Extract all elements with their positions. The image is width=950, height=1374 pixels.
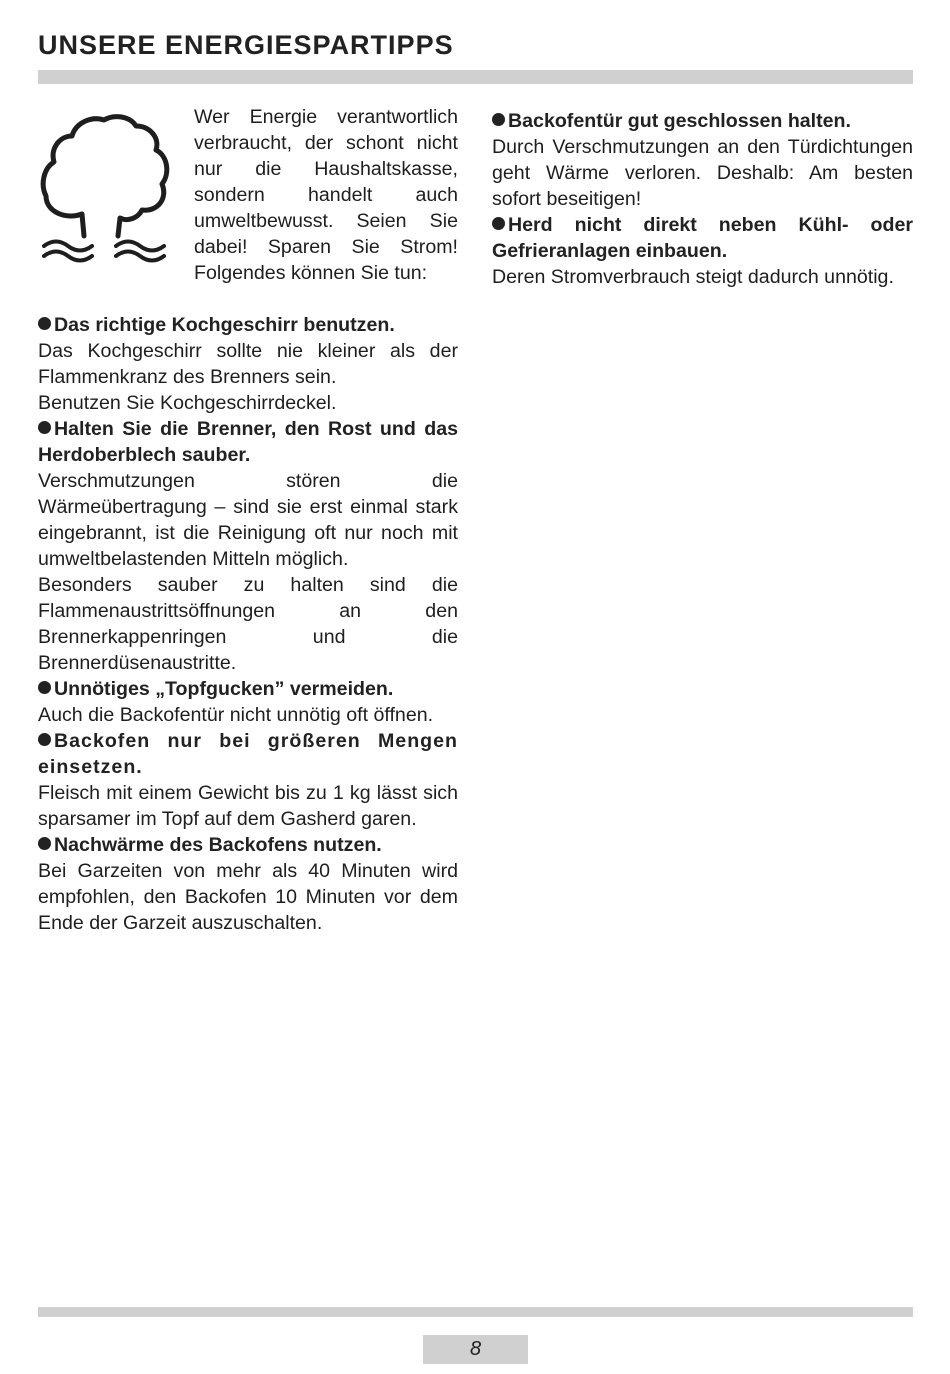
tip-text: Deren Stromverbrauch steigt dadurch unnötig. bbox=[492, 266, 894, 288]
tips-right-column bbox=[492, 108, 913, 290]
tip-item bbox=[38, 832, 458, 936]
intro-text: Wer Energie verantwortlich verbraucht, der schont nicht nur die Haushaltskasse, sondern handelt auch umweltbewusst. Seien Sie dabei! Sparen Sie Strom! Folgendes können Sie tun: bbox=[194, 106, 458, 284]
tip-text: Durch Verschmutzungen an den Türdichtungen geht Wärme verloren. Deshalb: Am besten sofort beseitigen! bbox=[492, 136, 913, 210]
tip-heading: Herd nicht direkt neben Kühl- oder Gefrieranlagen einbauen. bbox=[492, 214, 913, 262]
tip-text: Auch die Backofentür nicht unnötig oft öffnen. bbox=[38, 704, 434, 726]
tip-item bbox=[38, 416, 458, 676]
tip-heading: Nachwärme des Backofens nutzen. bbox=[54, 834, 382, 856]
bullet-icon bbox=[492, 113, 505, 126]
header-rule bbox=[38, 70, 913, 84]
tip-item bbox=[38, 312, 458, 416]
tip-text: Besonders sauber zu halten sind die Flammenaustrittsöffnungen an den Brennerkappenringen und die Brennerdüsenaustritte. bbox=[38, 574, 458, 674]
bullet-icon bbox=[38, 681, 51, 694]
tip-item bbox=[38, 728, 458, 832]
tip-text: Fleisch mit einem Gewicht bis zu 1 kg lässt sich sparsamer im Topf auf dem Gasherd garen. bbox=[38, 782, 458, 830]
tip-heading: Backofen nur bei größeren Mengen einsetzen. bbox=[38, 730, 458, 778]
bullet-icon bbox=[492, 217, 505, 230]
bullet-icon bbox=[38, 317, 51, 330]
tip-heading: Das richtige Kochgeschirr benutzen. bbox=[54, 314, 395, 336]
tip-item bbox=[492, 108, 913, 212]
tips-left-column bbox=[38, 312, 458, 936]
page-number: 8 bbox=[423, 1335, 528, 1364]
page-title: UNSERE ENERGIESPARTIPPS bbox=[38, 30, 454, 60]
bullet-icon bbox=[38, 837, 51, 850]
tip-item bbox=[492, 212, 913, 290]
tree-with-water-waves-icon bbox=[38, 112, 178, 267]
bullet-icon bbox=[38, 421, 51, 434]
bullet-icon bbox=[38, 733, 51, 746]
tip-text: Bei Garzeiten von mehr als 40 Minuten wird empfohlen, den Backofen 10 Minuten vor dem Ende der Garzeit auszuschalten. bbox=[38, 860, 458, 934]
tip-heading: Unnötiges „Topfgucken” vermeiden. bbox=[54, 678, 394, 700]
intro-paragraph bbox=[194, 104, 458, 286]
footer-rule bbox=[38, 1307, 913, 1317]
tip-heading: Halten Sie die Brenner, den Rost und das Herdoberblech sauber. bbox=[38, 418, 458, 466]
tip-text: Benutzen Sie Kochgeschirrdeckel. bbox=[38, 392, 337, 414]
tip-heading: Backofentür gut geschlossen halten. bbox=[508, 110, 851, 132]
tip-text: Das Kochgeschirr sollte nie kleiner als der Flammenkranz des Brenners sein. bbox=[38, 340, 458, 388]
tip-item bbox=[38, 676, 458, 728]
tip-text: Verschmutzungen stören die Wärmeübertragung – sind sie erst einmal stark eingebrannt, ist die Reinigung oft nur noch mit umweltbelastenden Mitteln möglich. bbox=[38, 470, 458, 570]
